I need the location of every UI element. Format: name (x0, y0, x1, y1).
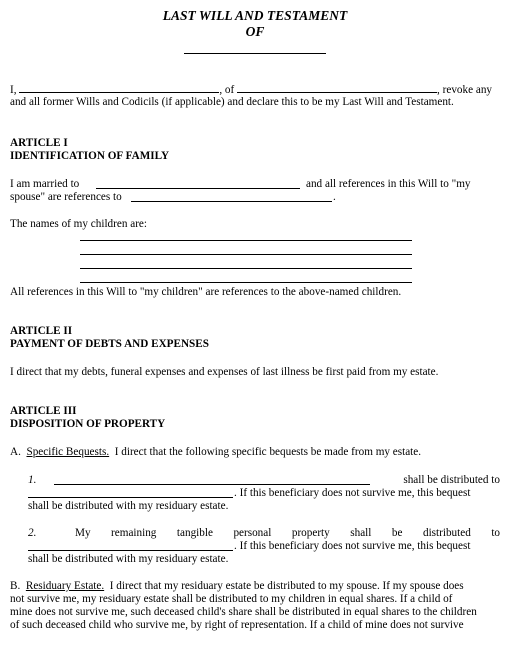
child-name-blank-4[interactable] (80, 282, 412, 283)
article-3-subheading: DISPOSITION OF PROPERTY (10, 418, 166, 430)
article-1-heading: ARTICLE I (10, 137, 68, 149)
bequest-2-beneficiary-blank[interactable] (28, 550, 233, 551)
spouse-ref-blank[interactable] (131, 201, 332, 202)
bequest-1-end: shall be distributed with my residuary estate. (28, 500, 229, 512)
children-reference: All references in this Will to "my children" are references to the above-named children. (10, 286, 402, 298)
married-text-b: and all references in this Will to "my (306, 178, 471, 190)
article-2-heading: ARTICLE II (10, 325, 73, 337)
bequest-2-text: My remaining tangible personal property shall be distributed to (75, 527, 501, 539)
document-title-of: OF (245, 24, 265, 39)
intro-line-2: and all former Wills and Codicils (if applicable) and declare this to be my Last Will and Testament. (10, 96, 454, 108)
document-title: LAST WILL AND TESTAMENT (162, 8, 348, 23)
residuary-estate-title: Residuary Estate. (25, 580, 105, 592)
bequest-2-number: 2. (28, 527, 37, 539)
bequest-1-tail: . If this beneficiary does not survive me, this bequest (234, 487, 471, 499)
specific-bequests-title: Specific Bequests. (26, 446, 110, 458)
child-name-blank-1[interactable] (80, 240, 412, 241)
bequest-2-tail: . If this beneficiary does not survive me, this bequest (234, 540, 471, 552)
section-b-line-3: mine does not survive me, such deceased child's share shall be distributed in equal shares to the children (10, 606, 477, 618)
article-1-subheading: IDENTIFICATION OF FAMILY (10, 150, 170, 162)
name-blank[interactable] (19, 82, 219, 93)
bequest-1-distributed: shall be distributed to (403, 474, 500, 486)
article-3-heading: ARTICLE III (10, 405, 77, 417)
testator-name-blank[interactable] (184, 53, 326, 54)
child-name-blank-2[interactable] (80, 254, 412, 255)
spouse-text-a: spouse" are references to (10, 191, 122, 203)
section-b-line-1: B. Residuary Estate. I direct that my residuary estate be distributed to my spouse. If my spouse does (10, 580, 464, 592)
spouse-name-blank[interactable] (96, 188, 300, 189)
bequest-1-item-blank[interactable] (54, 484, 370, 485)
children-label: The names of my children are: (10, 218, 147, 230)
married-text-a: I am married to (10, 178, 80, 190)
spouse-text-b: . (333, 191, 336, 203)
section-b-line-2: not survive me, my residuary estate shall be distributed to my children in equal shares. If a child of (10, 593, 453, 605)
location-blank[interactable] (237, 82, 437, 93)
article-2-text: I direct that my debts, funeral expenses and expenses of last illness be first paid from my estate. (10, 366, 439, 378)
intro-line-1: I, , of , revoke any (10, 84, 493, 96)
bequest-2-end: shall be distributed with my residuary estate. (28, 553, 229, 565)
bequest-1-number: 1. (28, 474, 37, 486)
section-b-line-4: of such deceased child who survive me, by right of representation. If a child of mine does not survive (10, 619, 464, 631)
bequest-1-beneficiary-blank[interactable] (28, 497, 233, 498)
article-2-subheading: PAYMENT OF DEBTS AND EXPENSES (10, 338, 209, 350)
child-name-blank-3[interactable] (80, 268, 412, 269)
section-a-line: A. Specific Bequests. I direct that the following specific bequests be made from my estate. (10, 446, 422, 458)
